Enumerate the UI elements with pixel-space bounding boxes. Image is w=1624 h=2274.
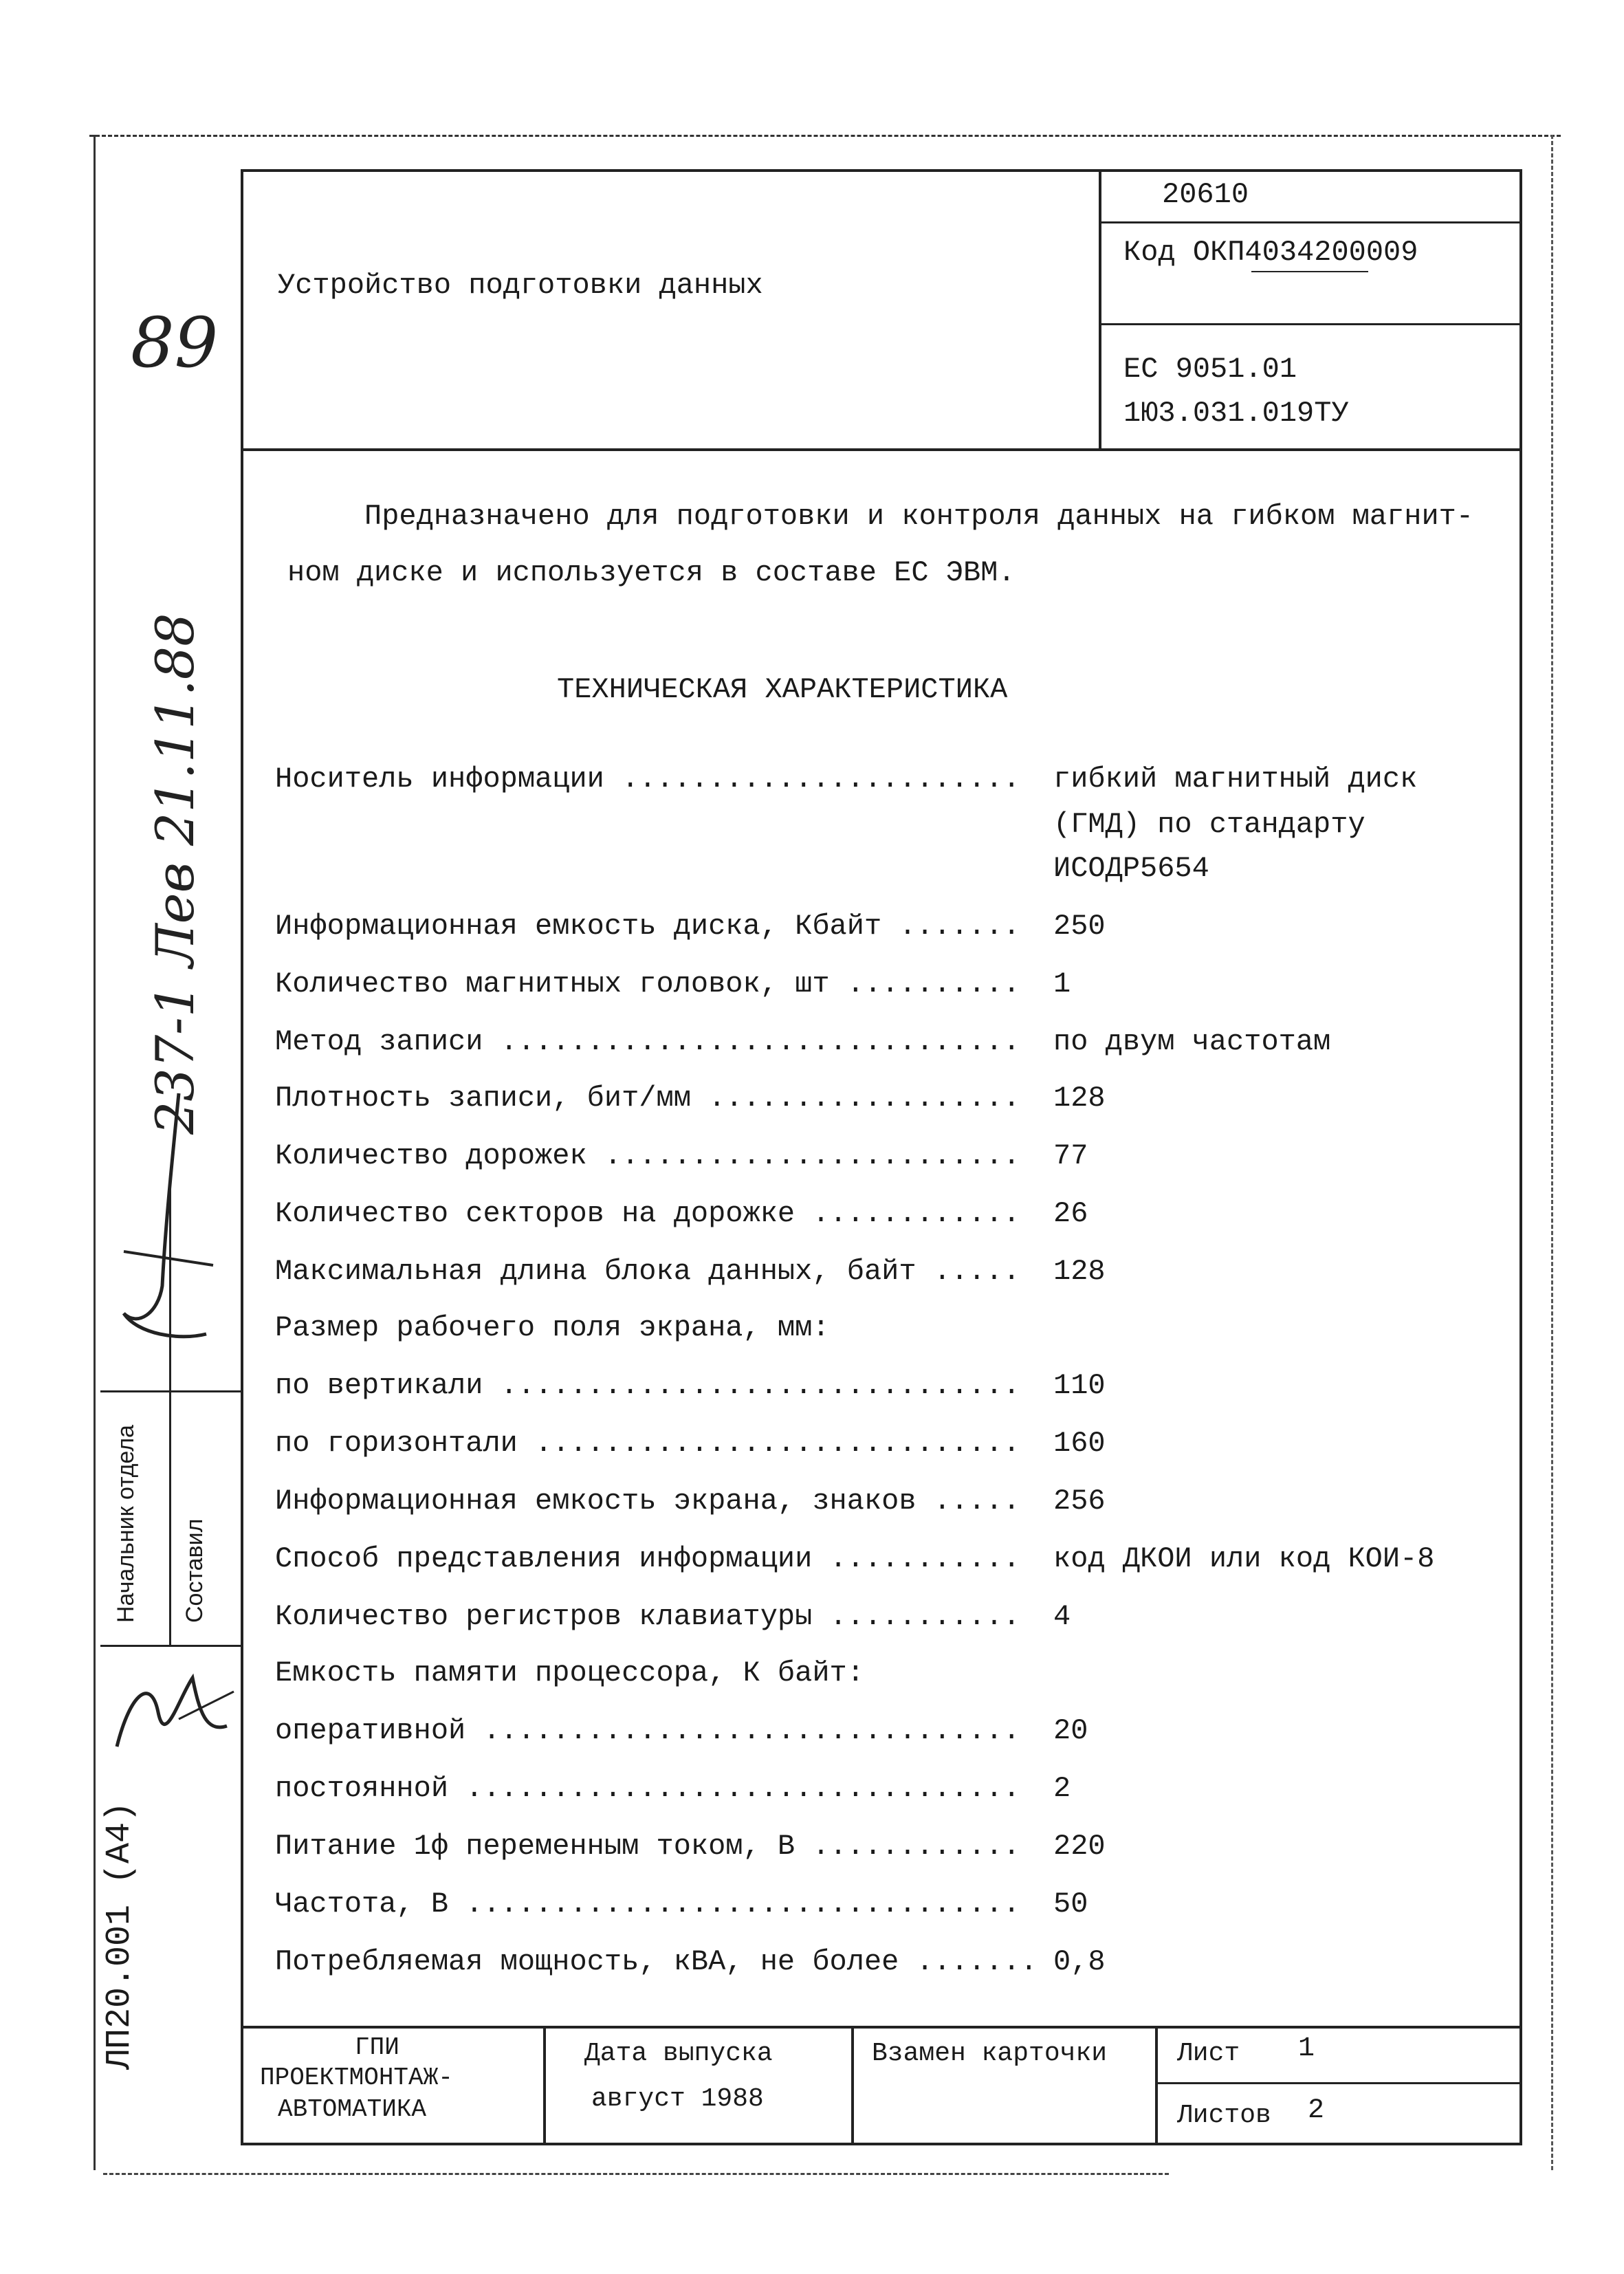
release-label: Дата выпуска <box>584 2039 773 2068</box>
spec-label: постоянной ................................ <box>275 1772 1020 1805</box>
spec-value: 4 <box>1053 1600 1071 1633</box>
page-number: 89 <box>131 303 219 383</box>
spec-value: 2 <box>1053 1772 1071 1805</box>
card-border-right <box>1519 169 1522 2145</box>
header-divider-model <box>1099 323 1522 325</box>
stamp-head-of-dept: Начальник отдела <box>113 1425 139 1623</box>
release-value: август 1988 <box>591 2084 764 2114</box>
frame-left-edge <box>94 135 96 2170</box>
spec-label: Информационная емкость экрана, знаков ..... <box>275 1485 1020 1518</box>
spec-value: 256 <box>1053 1485 1106 1518</box>
stamp-compiler: Составил <box>182 1518 208 1623</box>
spec-value: гибкий магнитный диск <box>1053 763 1418 796</box>
spec-value: 1 <box>1053 967 1071 1001</box>
spec-label: Питание 1ф переменным током, В ............ <box>275 1830 1020 1863</box>
frame-bottom-dash <box>103 2173 1169 2175</box>
footer-top-line <box>241 2026 1522 2029</box>
spec-value: 220 <box>1053 1830 1106 1863</box>
header-bottom-line <box>241 448 1522 451</box>
spec-value: 77 <box>1053 1139 1088 1172</box>
code-number: 20610 <box>1162 178 1249 211</box>
frame-right-dash <box>1551 135 1553 2170</box>
spec-label: Количество регистров клавиатуры ........... <box>275 1600 1020 1633</box>
spec-label: Размер рабочего поля экрана, мм: <box>275 1311 830 1344</box>
org-line-1: ГПИ <box>355 2033 399 2062</box>
signature-scribble <box>96 1080 220 1368</box>
intro-line-2: ном диске и используется в составе ЕС ЭВМ. <box>287 556 1016 589</box>
org-line-2: ПРОЕКТМОНТАЖ- <box>260 2064 453 2092</box>
spec-label: Максимальная длина блока данных, байт ..... <box>275 1255 1020 1288</box>
spec-value: 26 <box>1053 1197 1088 1230</box>
spec-value: 160 <box>1053 1427 1106 1460</box>
spec-value: по двум частотам <box>1053 1025 1331 1058</box>
spec-label: Информационная емкость диска, Кбайт ....... <box>275 910 1020 943</box>
okp-underline <box>1251 271 1368 272</box>
spec-label: Емкость памяти процессора, К байт: <box>275 1657 864 1690</box>
spec-label: Количество магнитных головок, шт .......... <box>275 967 1020 1001</box>
card-border-left <box>241 169 243 2145</box>
header-divider-vertical <box>1099 169 1101 451</box>
card-border-bottom <box>241 2143 1522 2145</box>
sheet-label: Лист <box>1177 2039 1240 2068</box>
replaces-label: Взамен карточки <box>872 2039 1108 2068</box>
spec-label: Плотность записи, бит/мм .................. <box>275 1082 1020 1115</box>
footer-divider-1 <box>543 2026 546 2144</box>
spec-label: Частота, В ................................ <box>275 1888 1020 1921</box>
okp-code: Код ОКП4034200009 <box>1123 236 1418 269</box>
spec-value: (ГМД) по стандарту <box>1053 808 1365 841</box>
footer-divider-2 <box>851 2026 854 2144</box>
device-title: Устройство подготовки данных <box>278 269 763 302</box>
stamp-middle <box>169 1183 171 1645</box>
sheet-value: 1 <box>1298 2033 1315 2064</box>
spec-value: код ДКОИ или код КОИ-8 <box>1053 1542 1435 1575</box>
spec-label: по горизонтали ............................ <box>275 1427 1020 1460</box>
footer-divider-3 <box>1155 2026 1158 2144</box>
sheets-label: Листов <box>1177 2101 1271 2130</box>
spec-label: Количество дорожек ........................ <box>275 1139 1020 1172</box>
registration-note: 237-1 Лев 21.11.88 <box>144 613 206 1135</box>
stamp-top <box>100 1390 242 1392</box>
spec-value: 128 <box>1053 1255 1106 1288</box>
section-title: ТЕХНИЧЕСКАЯ ХАРАКТЕРИСТИКА <box>557 673 1008 706</box>
spec-label: по вертикали .............................. <box>275 1369 1020 1402</box>
spec-label: оперативной ............................... <box>275 1714 1020 1747</box>
footer-sheet-divider <box>1155 2082 1522 2084</box>
stamp-signature-scribble <box>103 1650 241 1774</box>
spec-value: 0,8 <box>1053 1945 1106 1978</box>
intro-line-1: Предназначено для подготовки и контроля данных на гибком магнит- <box>364 500 1474 533</box>
stamp-bottom <box>100 1645 242 1647</box>
sheets-value: 2 <box>1308 2095 1325 2126</box>
spec-label: Метод записи .............................. <box>275 1025 1020 1058</box>
spec-label: Способ представления информации ........... <box>275 1542 1020 1575</box>
spec-value: 20 <box>1053 1714 1088 1747</box>
spec-label: Потребляемая мощность, кВА, не более ....... <box>275 1945 1038 1978</box>
spec-value: 128 <box>1053 1082 1106 1115</box>
spec-value: 50 <box>1053 1888 1088 1921</box>
form-code: ЛП20.001 (А4) <box>100 1801 140 2070</box>
header-divider-code <box>1099 221 1522 223</box>
card-border-top <box>241 169 1522 172</box>
spec-document: 1Ю3.031.019ТУ <box>1123 397 1349 430</box>
spec-value: ИСОДР5654 <box>1053 852 1209 885</box>
model-number: ЕС 9051.01 <box>1123 353 1297 386</box>
spec-label: Количество секторов на дорожке ............ <box>275 1197 1020 1230</box>
org-line-3: АВТОМАТИКА <box>278 2095 427 2123</box>
spec-value: 110 <box>1053 1369 1106 1402</box>
spec-value: 250 <box>1053 910 1106 943</box>
frame-top-dash <box>89 135 1561 137</box>
spec-label: Носитель информации ....................... <box>275 763 1020 796</box>
